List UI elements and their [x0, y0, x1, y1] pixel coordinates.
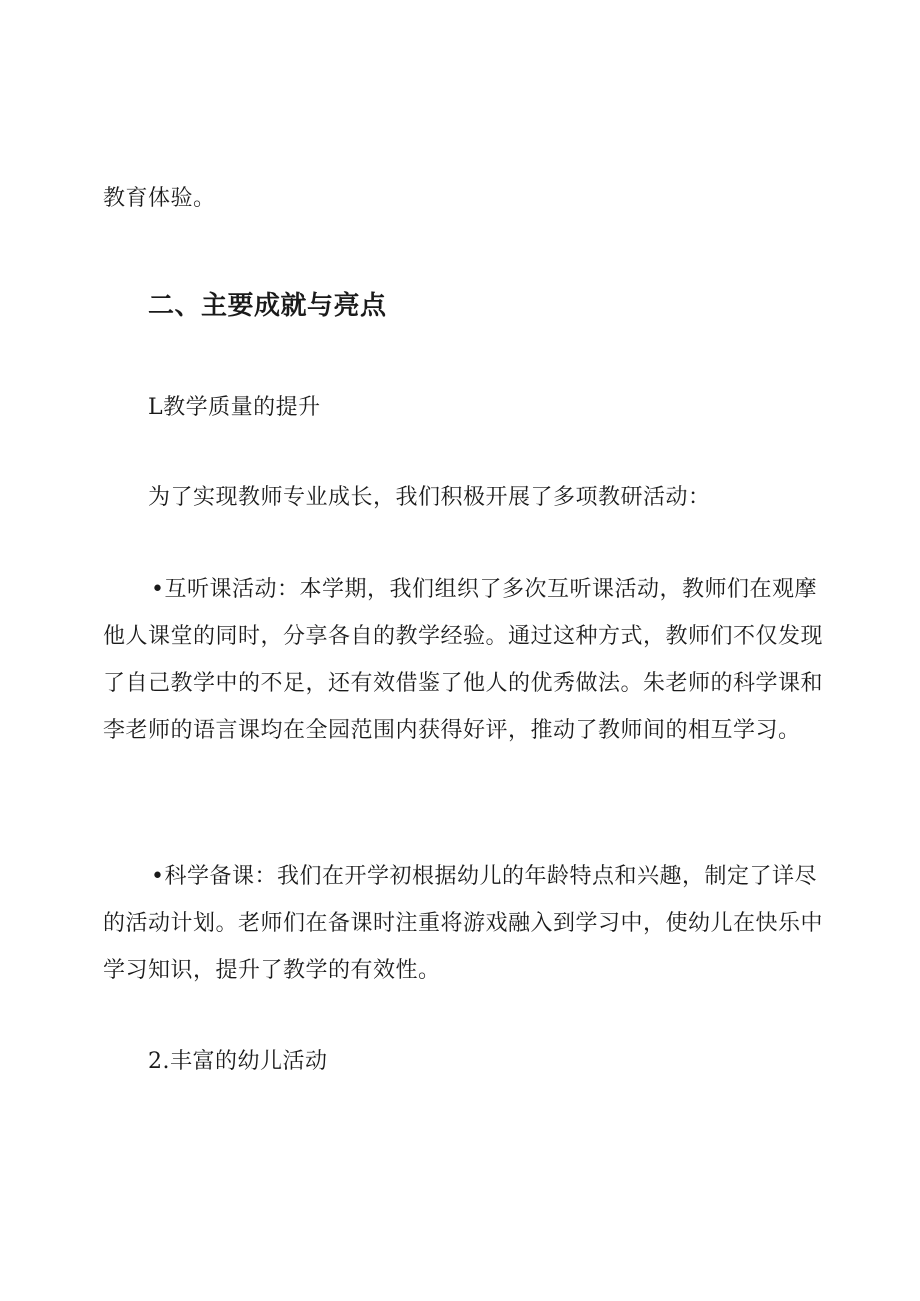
continued-text: 教育体验。 [103, 186, 216, 211]
subsection-heading-1: L教学质量的提升 [148, 395, 321, 420]
subsection-heading-2: 2.丰富的幼儿活动 [148, 1049, 328, 1074]
bullet-text: •互听课活动：本学期，我们组织了多次互听课活动，教师们在观摩他人课堂的同时，分享各自的教学经验。通过这种方式，教师们不仅发现了自己教学中的不足，还有效借鉴了他人的优秀做法。朱老师的科学课和李老师的语言课均在全园范围内获得好评，推动了教师间的相互学习。 [103, 577, 824, 743]
bullet-item-lesson-prep [103, 853, 825, 994]
intro-paragraph: 为了实现教师专业成长，我们积极开展了多项教研活动： [148, 485, 711, 510]
bullet-text: •科学备课：我们在开学初根据幼儿的年龄特点和兴趣，制定了详尽的活动计划。老师们在备课时注重将游戏融入到学习中，使幼儿在快乐中学习知识，提升了教学的有效性。 [103, 864, 824, 983]
section-heading: 二、主要成就与亮点 [148, 291, 387, 321]
bullet-item-mutual-observation [103, 566, 825, 754]
